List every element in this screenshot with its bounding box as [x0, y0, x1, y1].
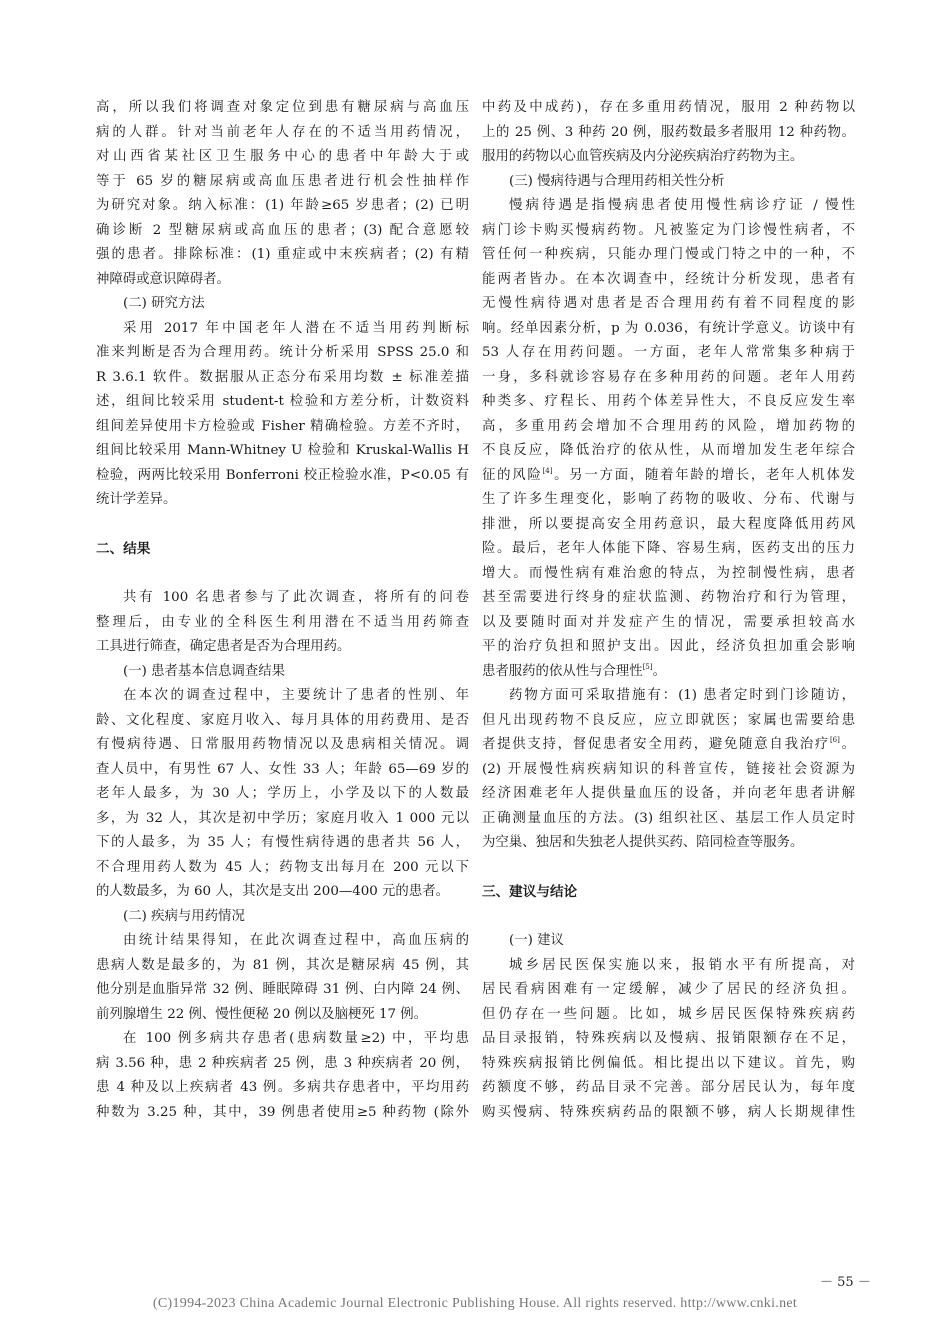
- text-line: 组间比较采用 Mann-Whitney U 检验和 Kruskal-Wallis H: [96, 443, 469, 458]
- text-line: 工具进行筛查，确定患者是否为合理用药。: [96, 639, 351, 654]
- text-segment: 。: [652, 663, 666, 679]
- section-gap: [482, 856, 855, 881]
- text-line: [482, 464, 855, 489]
- section-gap: [96, 562, 469, 587]
- text-line: 经济困难老年人提供量血压的设备，并向老年患者讲解: [482, 786, 855, 801]
- text-line: (一) 建议: [509, 933, 564, 948]
- text-line: 平的治疗负担和照护支出。因此，经济负担加重会影响: [482, 639, 855, 654]
- text-line: (三) 慢病待遇与合理用药相关性分析: [509, 173, 725, 189]
- text-line: 查人员中，有男性 67 人、女性 33 人；年龄 65—69 岁的: [96, 761, 469, 777]
- text-segment: 。: [839, 737, 855, 752]
- text-line: 生了许多生理变化，影响了药物的吸收、分布、代谢与: [482, 492, 855, 507]
- text-line: 为空巢、独居和失独老人提供买药、陪同检查等服务。: [482, 835, 804, 850]
- text-line: 病门诊卡购买慢病药物。凡被鉴定为门诊慢性病者，不: [482, 222, 855, 238]
- text-line: 准来判断是否为合理用药。统计分析采用 SPSS 25.0 和: [96, 345, 469, 360]
- text-line: 购买慢病、特殊疾病药品的限额不够，病人长期规律性: [482, 1104, 855, 1120]
- text-line: 不良反应，降低治疗的依从性，从而增加发生老年综合: [482, 443, 855, 458]
- text-line: [482, 733, 855, 758]
- text-line: 患 4 种及以上疾病者 43 例。多病共存患者中，平均用药: [96, 1080, 469, 1095]
- text-line: 无慢性病待遇对患者是否合理用药有着不同程度的影: [482, 296, 855, 311]
- text-line: 特殊疾病报销比例偏低。相比提出以下建议。首先，购: [482, 1055, 855, 1071]
- section-heading: 二、结果: [96, 541, 151, 557]
- text-line: 高，多重用药会增加不合理用药的风险，增加药物的: [482, 418, 855, 434]
- text-line: (二) 研究方法: [123, 296, 205, 311]
- text-line: 多，为 32 人，其次是初中学历；家庭月收入 1 000 元以: [96, 810, 469, 826]
- text-line: 他分别是血脂异常 32 例、睡眠障碍 31 例、白内障 24 例、: [96, 982, 469, 997]
- text-line: 神障碍或意识障碍者。: [96, 271, 230, 287]
- left-column: [96, 96, 469, 1125]
- text-line: 正确测量血压的方法。(3) 组织社区、基层工作人员定时: [482, 810, 855, 826]
- text-line: R 3.6.1 软件。数据服从正态分布采用均数 ± 标准差描: [96, 369, 469, 385]
- right-column: [482, 96, 855, 1125]
- text-line: (2) 开展慢性病疾病知识的科普宣传，链接社会资源为: [482, 761, 855, 777]
- text-line: 但仍存在一些问题。比如，城乡居民医保特殊疾病药: [482, 1006, 855, 1022]
- text-line: 龄、文化程度、家庭月收入、每月具体的用药费用、是否: [96, 712, 469, 728]
- text-line: 述，组间比较采用 student-t 检验和方差分析，计数资料: [96, 394, 469, 409]
- text-line: 城乡居民医保实施以来，报销水平有所提高，对: [509, 957, 855, 973]
- citation-ref[interactable]: [5]: [642, 662, 653, 671]
- text-line: 居民看病困难有一定缓解，减少了居民的经济负担。: [482, 982, 855, 997]
- text-line: [482, 660, 855, 685]
- text-line: 确诊断 2 型糖尿病或高血压的患者；(3) 配合意愿较: [96, 222, 469, 238]
- text-segment: 患者服药的依从性与合理性: [482, 663, 643, 679]
- text-line: 下的人最多，为 35 人；有慢性病待遇的患者共 56 人，: [96, 835, 469, 850]
- text-line: 病的人群。针对当前老年人存在的不适当用药情况，: [96, 124, 469, 140]
- text-line: 能两者皆办。在本次调查中，经统计分析发现，患者有: [482, 271, 855, 287]
- text-line: 53 人存在用药问题。一方面，老年人常常集多种病于: [482, 345, 855, 360]
- text-line: 但凡出现药物不良反应，应立即就医；家属也需要给患: [482, 712, 855, 728]
- citation-ref[interactable]: [6]: [829, 736, 840, 744]
- text-line: 整理后，由专业的全科医生利用潜在不适当用药筛查: [96, 614, 469, 630]
- text-line: 慢病待遇是指慢病患者使用慢性病诊疗证 / 慢性: [509, 198, 855, 213]
- text-line: 在本次的调查过程中，主要统计了患者的性别、年: [123, 688, 469, 703]
- text-line: 检验，两两比较采用 Bonferroni 校正检验水准，P<0.05 有: [96, 467, 469, 483]
- text-line: 老年人最多，为 30 人；学历上，小学及以下的人数最: [96, 786, 469, 801]
- text-line: 中药及中成药)，存在多重用药情况，服用 2 种药物以: [482, 100, 855, 115]
- text-line: 药物方面可采取措施有：(1) 患者定时到门诊随访，: [509, 688, 855, 703]
- text-line: 的人数最多，为 60 人，其次是支出 200—400 元的患者。: [96, 884, 449, 899]
- text-line: 采用 2017 年中国老年人潜在不适当用药判断标: [123, 320, 469, 336]
- text-line: 种数为 3.25 种，其中，39 例患者使用≥5 种药物 (除外: [96, 1104, 469, 1120]
- text-line: 不合理用药人数为 45 人；药物支出每月在 200 元以下: [96, 859, 469, 875]
- text-line: 强的患者。排除标准：(1) 重症或中末疾病者；(2) 有精: [96, 247, 469, 262]
- citation-ref[interactable]: [4]: [542, 466, 553, 475]
- text-line: (二) 疾病与用药情况: [123, 908, 245, 924]
- text-line: 品目录报销，特殊疾病以及慢病、报销限额存在不足，: [482, 1031, 855, 1046]
- text-line: 甚至需要进行终身的症状监测、药物治疗和行为管理，: [482, 590, 855, 605]
- text-segment: 。另一方面，随着年龄的增长，老年人机体发: [552, 467, 855, 483]
- section-gap: [482, 905, 855, 930]
- text-line: 有慢病待遇、日常服用药物情况以及患病相关情况。调: [96, 737, 469, 752]
- text-line: 为研究对象。纳入标准：(1) 年龄≥65 岁患者；(2) 已明: [96, 198, 469, 213]
- text-line: 管任何一种疾病，只能办理门慢或门特之中的一种，不: [482, 247, 855, 262]
- text-line: 以及要随时面对并发症产生的情况，需要承担较高水: [482, 614, 855, 630]
- text-line: 高，所以我们将调查对象定位到患有糖尿病与高血压: [96, 100, 469, 115]
- text-line: 患病人数是最多的，为 81 例，其次是糖尿病 45 例，其: [96, 957, 469, 973]
- text-line: 响。经单因素分析，p 为 0.036，有统计学意义。访谈中有: [482, 320, 855, 336]
- text-line: 服用的药物以心血管疾病及内分泌疾病治疗药物为主。: [482, 149, 804, 164]
- text-line: 种类多、疗程长、用药个体差异性大，不良反应发生率: [482, 394, 855, 409]
- text-line: 前列腺增生 22 例、慢性便秘 20 例以及脑梗死 17 例。: [96, 1006, 428, 1022]
- text-line: 病 3.56 种，患 2 种疾病者 25 例，患 3 种疾病者 20 例，: [96, 1055, 469, 1071]
- text-line: 一身，多科就诊容易存在多种用药的问题。老年人用药: [482, 369, 855, 385]
- text-line: 在 100 例多病共存患者(患病数量≥2) 中，平均患: [123, 1031, 469, 1046]
- text-line: 对山西省某社区卫生服务中心的患者中年龄大于或: [96, 149, 469, 164]
- text-line: 等于 65 岁的糖尿病或高血压患者进行机会性抽样作: [96, 173, 469, 189]
- text-line: 药额度不够，药品目录不完善。部分居民认为，每年度: [482, 1080, 855, 1095]
- text-segment: 者提供支持，督促患者安全用药，避免随意自我治疗: [482, 737, 830, 752]
- text-line: 排泄，所以要提高安全用药意识，最大程度降低用药风: [482, 516, 855, 532]
- text-line: 险。最后，老年人体能下降、容易生病，医药支出的压力: [482, 541, 855, 556]
- text-segment: 征的风险: [482, 467, 543, 483]
- text-line: 统计学差异。: [96, 492, 177, 507]
- text-line: 组间差异使用卡方检验或 Fisher 精确检验。方差不齐时，: [96, 418, 469, 434]
- text-line: 由统计结果得知，在此次调查过程中，高血压病的: [123, 933, 469, 948]
- page-number: － 55 －: [820, 1275, 871, 1290]
- copyright-footer: (C)1994-2023 China Academic Journal Electronic Publishing House. All rights reserved. http://www.cnki.net: [152, 1296, 798, 1311]
- text-line: 共有 100 名患者参与了此次调查，将所有的问卷: [123, 590, 469, 605]
- text-line: 上的 25 例、3 种药 20 例，服药数最多者服用 12 种药物。: [482, 124, 855, 140]
- section-heading: 三、建议与结论: [482, 884, 578, 900]
- text-line: 增大。而慢性病有难治愈的特点，为控制慢性病，患者: [482, 565, 855, 581]
- text-line: (一) 患者基本信息调查结果: [123, 663, 286, 679]
- section-gap: [96, 513, 469, 538]
